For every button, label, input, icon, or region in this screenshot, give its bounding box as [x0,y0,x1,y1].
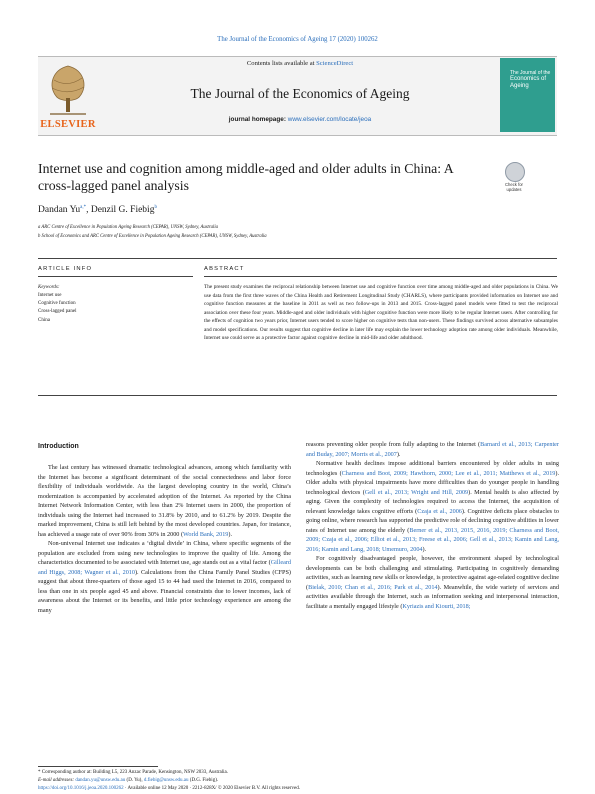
paragraph-text: Non-universal Internet use indicates a ‘digital divide’ in China, where specific segments of the population are excluded from using new technologies to improve the quality of life. Among the characteristics documented to be associated with Internet use, age stands out as a vital factor ( [38,540,291,566]
email-link[interactable]: d.fiebig@unsw.edu.au [143,778,189,783]
email-line [38,777,218,785]
article-info-heading: ARTICLE INFO [38,266,93,272]
keyword-item: Cognitive function [38,301,76,306]
journal-citation-line[interactable]: The Journal of the Economics of Ageing 17 (2020) 100262 [217,36,378,43]
copyright-line: 2212-828X/ © 2020 Elsevier B.V. All rights reserved. [192,786,300,791]
citation-link[interactable]: Barnard et al., 2013; Carpenter and Buday, 2007; Morris et al., 2007 [306,441,559,458]
paragraph-text: ). Mental health is also affected by aging. Given the complexity of technologies required to access the Internet, the acquisition of relevant knowledge takes cognitive efforts ( [306,488,560,515]
keyword-item: China [38,318,50,323]
email-label: E-mail addresses: [38,778,76,783]
paragraph [306,440,559,459]
paragraph-text: For cognitively disadvantaged people, however, the environment shaped by technological developments can be both challenging and stimulating. Participating in cognitively demanding activities, such as learning new skills or knowledge, is protective against age-related cognitive decline ( [306,555,559,591]
citation-link[interactable]: Charness and Boot, 2009; Hawthorn, 2000; Lee et al., 2011; Matthews et al., 2019 [341,469,556,477]
divider [204,276,557,277]
author-2-sup[interactable]: b [154,205,157,210]
elsevier-logo[interactable] [40,60,96,132]
keyword-item: Cross-lagged panel [38,309,77,314]
journal-cover-image[interactable] [500,58,555,132]
homepage-label: journal homepage: [228,116,288,123]
paragraph [306,554,559,611]
affiliation-a: a ARC Centre of Excellence in Population Ageing Research (CEPAR), UNSW, Sydney, Australia [38,225,218,230]
author-1-sup[interactable]: a,* [80,205,87,210]
footnote-divider [38,766,158,767]
check-for-updates-label: Check for updates [505,182,523,192]
paragraph [38,539,291,615]
cover-title-text: Economics of Ageing [510,76,547,89]
email-link[interactable]: dandan.yu@unsw.edu.au [75,778,126,783]
author-1[interactable]: Dandan Yu [38,205,81,216]
paragraph-text: ). [228,530,233,538]
abstract-heading: ABSTRACT [204,266,245,272]
citation-link[interactable]: Berner et al., 2013, 2015, 2016, 2019; Charness and Boot, 2009; Czaja et al., 2006; Elliot et al., 2013; Freese et al., 2006; Gell et al., 2013; Kamin and Lang, 2016; Kamin and Lang, 2018; Umemuro, 2004 [306,526,559,553]
journal-homepage [100,116,500,123]
email-owner: (D. Yu), [125,778,144,783]
citation-link[interactable]: Czaja et al., 2006 [417,507,462,515]
paragraph [38,463,291,539]
citation-link[interactable]: Bielak, 2010; Chan et al., 2016; Park et al., 2014 [308,583,438,591]
contents-prefix: Contents lists available at [246,60,317,67]
citation-link[interactable]: Gell et al., 2013; Wright and Hill, 2009 [364,488,469,496]
availability-date: Available online 12 May 2020 [127,786,189,791]
publisher-name: ELSEVIER [40,119,96,130]
abstract-text: The present study examines the reciprocal relationship between Internet use and cognitive function over time among middle-aged and older populations in China. We use data from the first three waves of the China Health and Retirement Longitudinal Study (CHARLS), where participants provided information on Internet use and cognitive function measures at the baseline in 2011 as well as two follow-ups in 2013 and 2015. Cross-lagged panel models were fitted to test the reciprocal association over these four years. Middle-aged and older individuals with higher cognitive function were more likely to be regular Internet users. After controlling for the effects of cognition two years prior, Internet users tended to score higher on cognitive tests than non-users. These findings survived across alternative subsamples and model specifications. Our results suggest that cognitive decline in later life may explain the lower technology adoption rate among older individuals. Meanwhile, Internet use could serve as a protective factor against cognitive decline in mid-life and older adulthood. [204,284,558,341]
doi-link[interactable]: https://doi.org/10.1016/j.jeoa.2020.100262 [38,786,124,791]
paragraph-text: ). Cognitive deficits place obstacles to going online, where research has supported the predictive role of declining cognitive abilities in lower rates of Internet use among the elderly ( [306,507,559,534]
contents-line [100,60,500,67]
email-owner: (D.G. Fiebig). [188,778,219,783]
article-title: Internet use and cognition among middle-aged and older adults in China: A cross-lagged panel analysis [38,161,453,193]
cover-small-text: The Journal of the [510,70,551,76]
keywords-label: Keywords: [38,285,60,290]
elsevier-tree-icon [40,60,96,120]
check-for-updates-badge[interactable] [500,162,528,198]
check-for-updates-icon [505,162,525,182]
paragraph [306,459,559,554]
left-column [38,463,291,615]
paragraph-text: ). Meanwhile, the wide variety of services and activities available through the Internet, such as information seeking and interpersonal interaction, facilitate a mentally engaged lifestyle ( [306,583,559,610]
paragraph-text: The last century has witnessed dramatic technological advances, among which familiarity with the Internet has become a significant determinant of the social connectedness and labor force flexibility of individuals worldwide. As the largest developing country in the world, China’s modernization is accompanied by accelerated adoption of the Internet. As reported by the China Internet Network Information Center, with less than 2% Internet users in 2000, the proportion of individuals using the Internet had increased to 31.8% by 2010, and to 61.2% by 2019. Despite the marked improvement, China is still left behind by the most developed countries. Japan, for instance, has achieved a usage rate of over 90% from 30% in 2000 ( [38,464,291,538]
paragraph-text: ). Calculations from the China Family Panel Studies (CFPS) suggest that about three-quarters of those aged 15 to 44 had used the Internet in 2016, compared to less than one in six people aged 45 and above. Financial constraints due to lower incomes, lack of awareness about the Internet or its benefits, and little prior technology experience are among the many [38,568,291,614]
divider [38,276,193,277]
right-column [306,440,559,611]
homepage-link[interactable]: www.elsevier.com/locate/jeoa [287,116,372,123]
paragraph-text: ). Older adults with physical impairments have more difficulties than do younger people in handling technological devices ( [306,469,559,496]
author-separator: , [86,205,91,216]
journal-title: The Journal of the Economics of Ageing [190,86,410,101]
citation-link[interactable]: World Bank, 2019 [183,530,229,538]
keyword-item: Internet use [38,293,62,298]
divider [38,258,557,259]
divider [38,395,557,396]
sciencedirect-link[interactable]: ScienceDirect [316,60,354,67]
citation-link[interactable]: Gilleard and Higgs, 2008; Wagner et al., 2010 [38,559,291,576]
paragraph-text: ). [396,450,401,458]
paragraph-text: ). [422,545,427,553]
author-list [38,205,157,215]
author-2[interactable]: Denzil G. Fiebig [90,205,155,216]
citation-link[interactable]: Kyriazis and Kiourti, 2018; [402,602,471,610]
doi-line: https://doi.org/10.1016/j.jeoa.2020.100262 · Available online 12 May 2020 · 2212-828X/ © 2020 Elsevier B.V. All rights reserved. [38,786,300,791]
paragraph-text: reasons preventing older people from fully adapting to the Internet ( [306,441,481,448]
paragraph-text: Normative health declines impose additional barriers encountered by older adults in using technologies ( [306,460,559,477]
section-heading-introduction: Introduction [38,443,79,450]
affiliation-b: b School of Economics and ARC Centre of Excellence in Population Ageing Research (CEPAR), UNSW, Sydney, Australia [38,234,267,239]
corresponding-author-note: * Corresponding author at: Building L5, 223 Anzac Parade, Kensington, NSW 2033, Australia. [38,770,229,775]
